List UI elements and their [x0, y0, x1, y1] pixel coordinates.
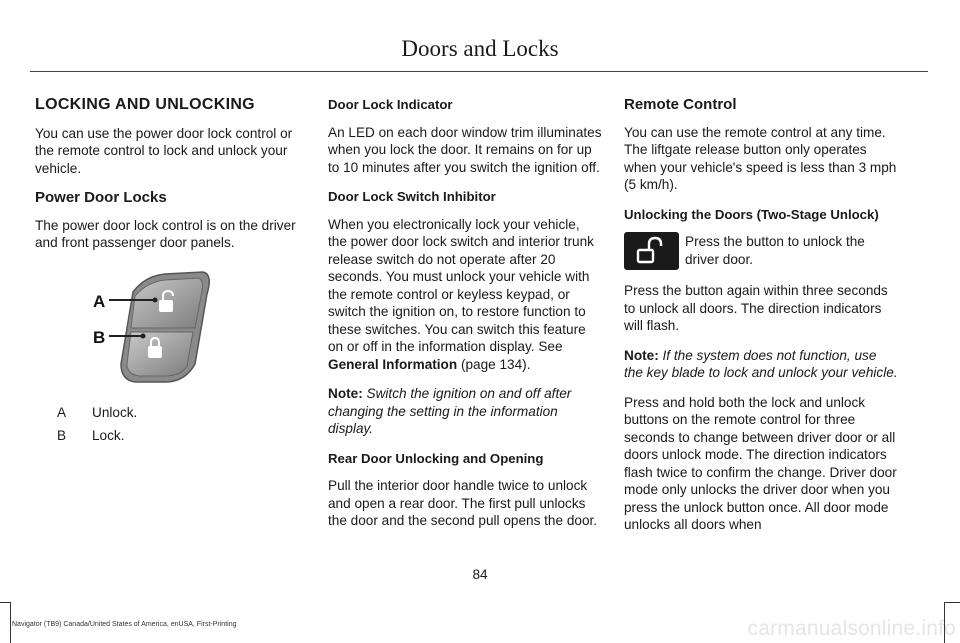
unlock-mode-paragraph: Press and hold both the lock and unlock buttons on the remote control for three seconds to change between driver door or all doors unlock mode. The direction indicators flash twice to confirm the change. Driver door mode only unlocks the driver door when you press the unlock button once. All door mode unlocks all doors when [624, 394, 897, 532]
crop-mark [0, 602, 10, 603]
key-letter: B [57, 428, 67, 443]
door-lock-inhibitor-paragraph [328, 216, 602, 374]
column-3 [624, 96, 898, 546]
note-text: Switch the ignition on and off after changing the setting in the information display. [328, 386, 572, 436]
door-lock-switch-figure [35, 264, 307, 390]
page-number: 84 [472, 567, 488, 582]
header-rule [30, 71, 928, 72]
door-lock-switch-illustration [35, 264, 307, 390]
key-text: Unlock. [92, 404, 138, 420]
door-lock-inhibitor-heading: Door Lock Switch Inhibitor [328, 189, 496, 204]
page-title: Doors and Locks [401, 36, 559, 61]
unlock-button-text: Press the button to unlock the driver door. [685, 234, 865, 267]
key-text: Lock. [92, 428, 125, 443]
two-stage-unlock-heading: Unlocking the Doors (Two-Stage Unlock) [624, 206, 879, 222]
footer-text: Navigator (TB9) Canada/United States of America, enUSA, First-Printing [12, 621, 237, 628]
note-text: If the system does not function, use the key blade to lock and unlock your vehicle. [624, 347, 898, 380]
remote-unlock-icon [624, 232, 679, 270]
unlock-button-row [624, 233, 898, 270]
rear-door-heading: Rear Door Unlocking and Opening [328, 450, 544, 466]
intro-paragraph: You can use the power door lock control or the remote control to lock and unlock your vehicle. [35, 125, 293, 176]
note [328, 385, 602, 438]
crop-mark [10, 602, 11, 643]
crop-mark [945, 602, 960, 603]
column-2 [328, 96, 602, 542]
note-label: Note: [624, 347, 659, 363]
watermark: carmanualsonline.info [747, 617, 956, 640]
inhibitor-text: When you electronically lock your vehicle, the power door lock switch and interior trunk release switch do not operate after 20 seconds. You must unlock your vehicle with the remote control or keyless keypad, or switch the ignition on, to restore function to these switches. You can switch this feature on or off in the information display. See [328, 216, 594, 354]
power-door-locks-heading: Power Door Locks [35, 189, 167, 206]
figure-label-a: A [93, 291, 106, 311]
rear-door-paragraph: Pull the interior door handle twice to unlock and open a rear door. The first pull unlocks the door and the second pull opens the door. [328, 478, 598, 528]
key-letter: A [57, 404, 67, 420]
figure-label-b: B [93, 327, 106, 347]
door-lock-indicator-paragraph: An LED on each door window trim illuminates when you lock the door. It remains on for up to 10 minutes after you switch the ignition off. [328, 124, 602, 175]
column-1 [35, 96, 307, 451]
remote-control-heading: Remote Control [624, 96, 737, 113]
general-information-link[interactable]: General Information [328, 356, 458, 372]
section-heading: LOCKING AND UNLOCKING [35, 96, 255, 113]
door-lock-indicator-heading: Door Lock Indicator [328, 97, 453, 112]
key-row-a [35, 404, 307, 422]
link-page-ref: (page 134). [457, 356, 531, 372]
remote-control-paragraph: You can use the remote control at any time. The liftgate release button only operates when your vehicle's speed is less than 3 mph (5 km/h). [624, 124, 897, 192]
note [624, 347, 898, 382]
second-press-paragraph: Press the button again within three seconds to unlock all doors. The direction indicators will flash. [624, 283, 888, 333]
note-label: Note: [328, 386, 363, 401]
power-door-locks-paragraph: The power door lock control is on the driver and front passenger door panels. [35, 217, 296, 250]
key-row-b [35, 427, 307, 445]
